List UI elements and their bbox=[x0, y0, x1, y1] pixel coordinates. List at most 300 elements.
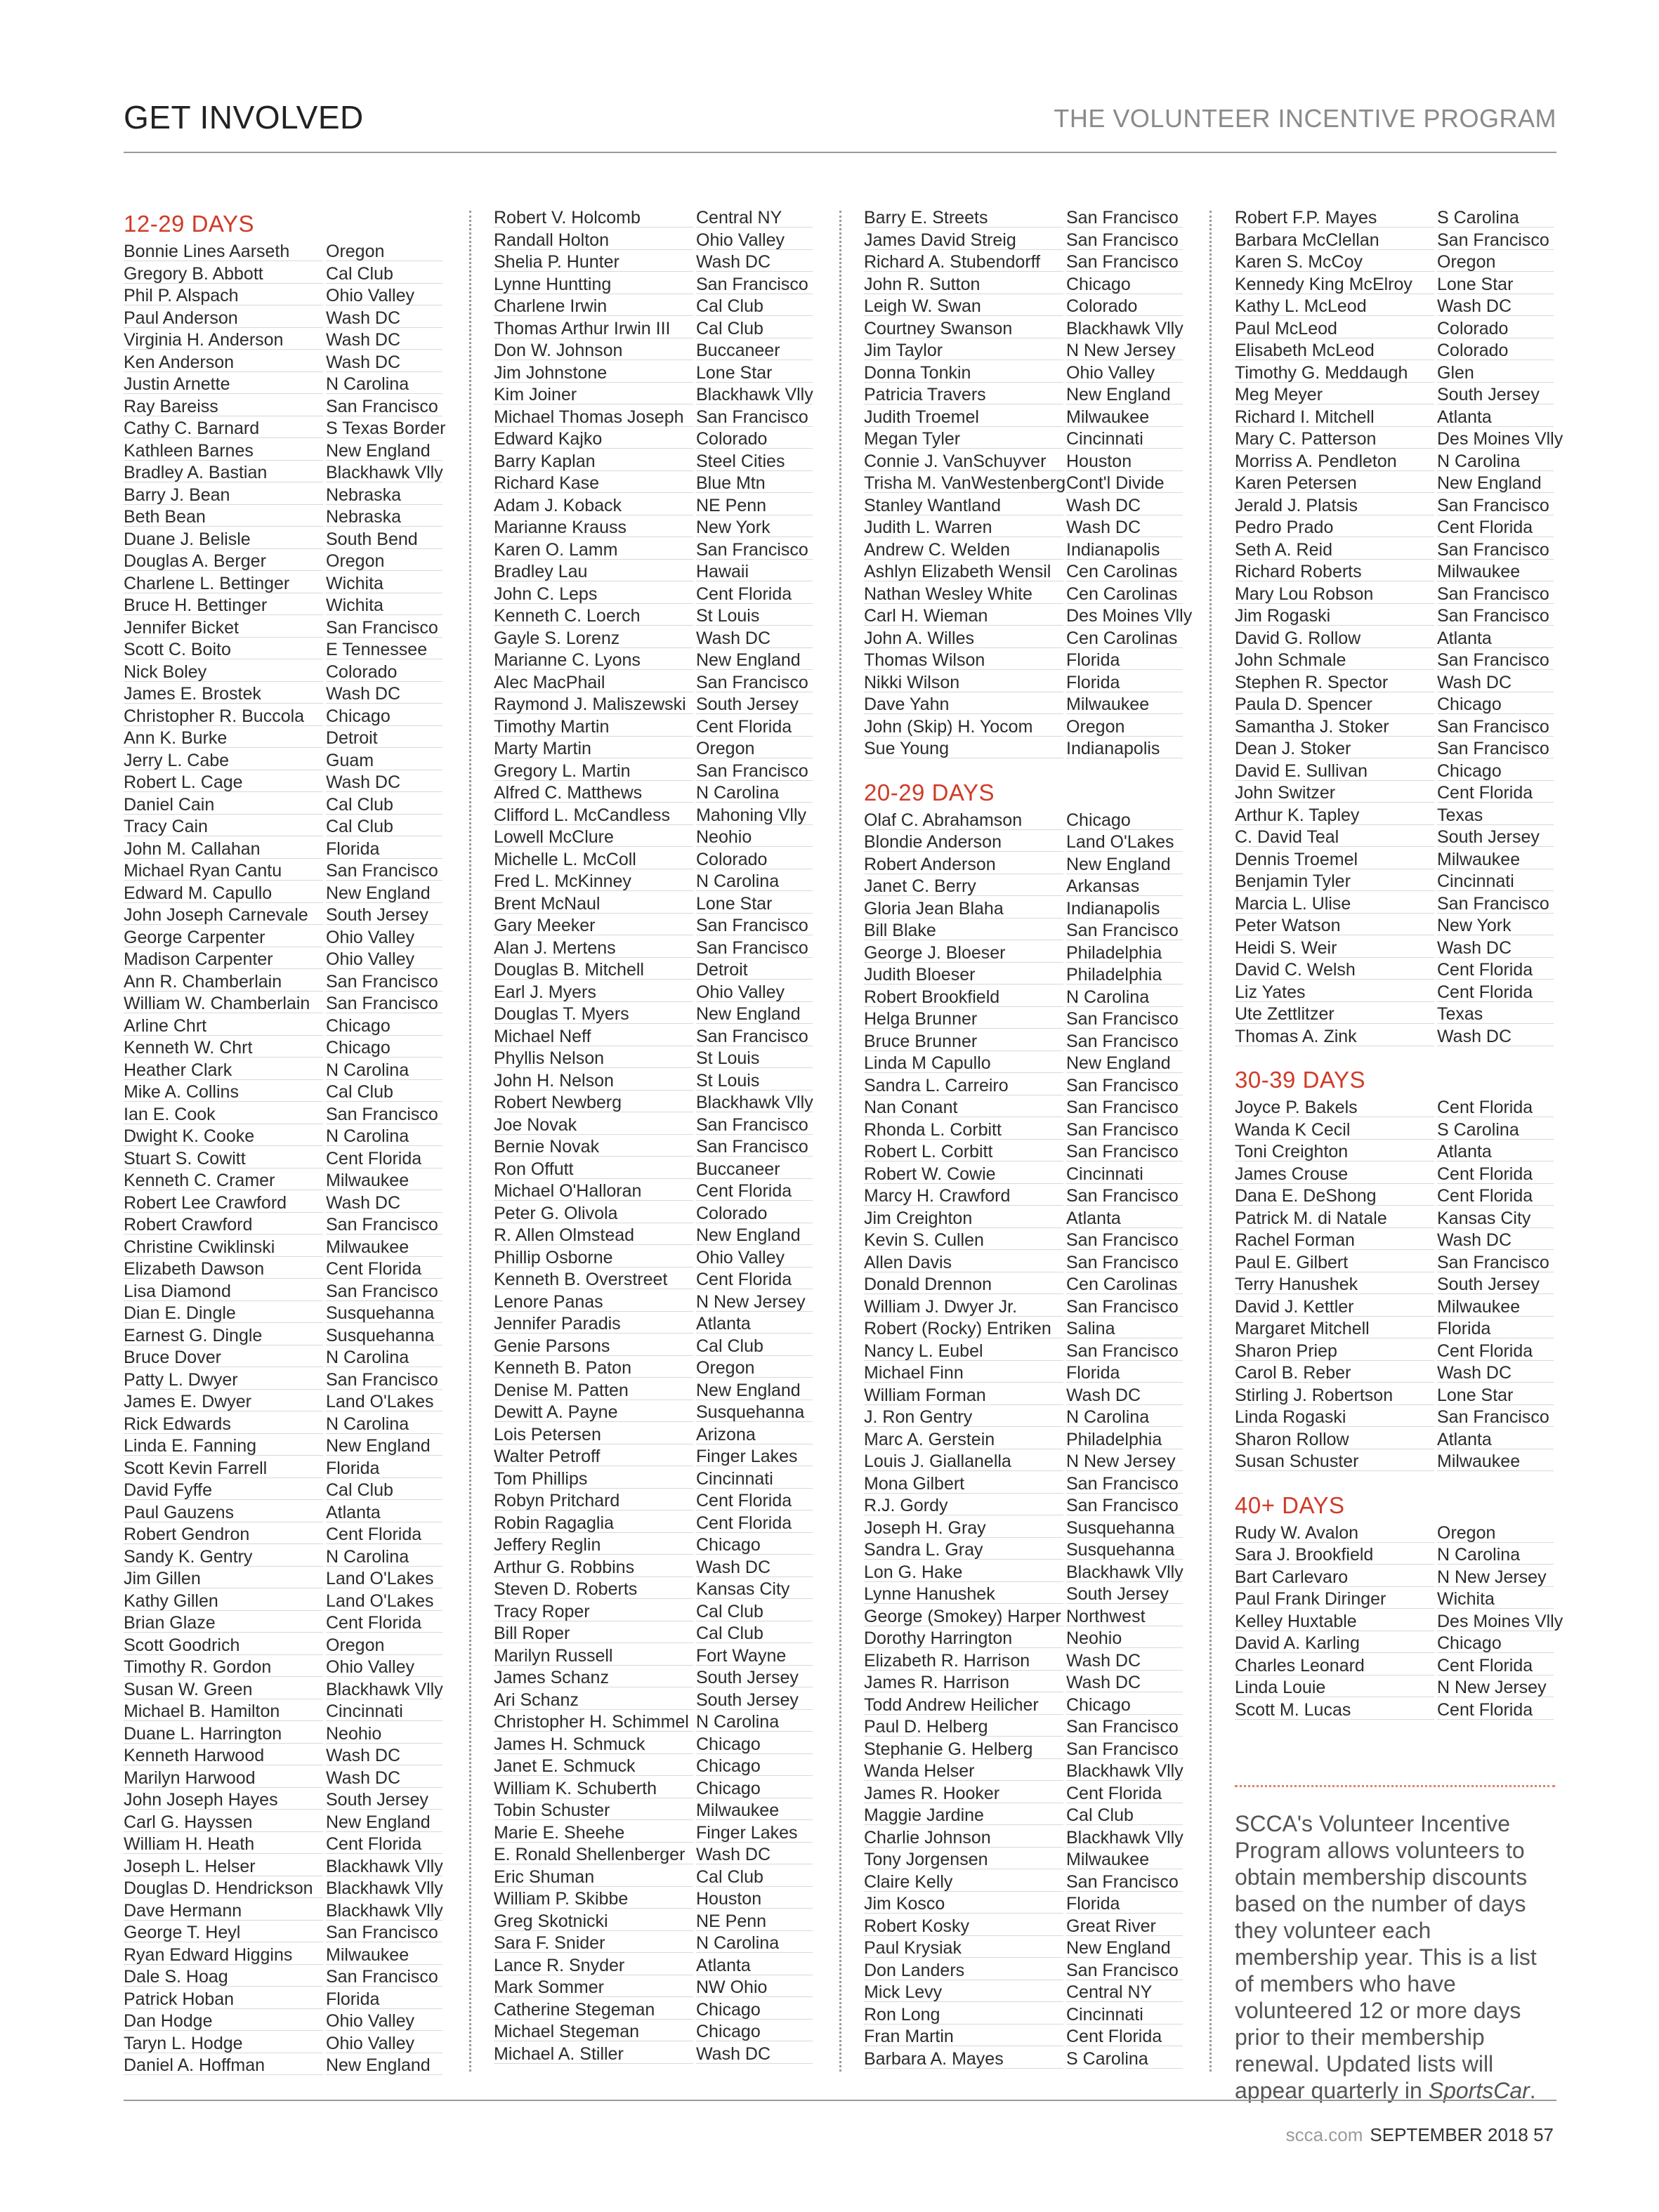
volunteer-name: Daniel A. Hoffman bbox=[124, 2055, 323, 2075]
volunteer-region: Milwaukee bbox=[326, 1170, 442, 1190]
volunteer-row bbox=[864, 1053, 1184, 1075]
volunteer-region: South Jersey bbox=[1437, 384, 1554, 404]
volunteer-name: Timothy Martin bbox=[494, 716, 693, 737]
volunteer-name: Fred L. McKinney bbox=[494, 871, 693, 891]
volunteer-row bbox=[124, 573, 444, 595]
volunteer-name: Michelle L. McColl bbox=[494, 849, 693, 869]
volunteer-region: San Francisco bbox=[326, 1104, 442, 1124]
volunteer-region: Neohio bbox=[326, 1723, 442, 1744]
volunteer-row bbox=[124, 241, 444, 263]
volunteer-row bbox=[864, 1672, 1184, 1694]
volunteer-row bbox=[864, 738, 1184, 761]
volunteer-region: Atlanta bbox=[696, 1955, 813, 1975]
volunteer-row bbox=[1235, 1141, 1555, 1164]
program-note bbox=[1235, 1810, 1558, 2104]
volunteer-region: S Carolina bbox=[1437, 1119, 1554, 1140]
volunteer-row bbox=[1235, 1385, 1555, 1407]
volunteer-row bbox=[494, 428, 814, 451]
volunteer-name: Timothy R. Gordon bbox=[124, 1657, 323, 1677]
volunteer-name: Dave Hermann bbox=[124, 1900, 323, 1921]
volunteer-row bbox=[494, 384, 814, 407]
volunteer-name: Madison Carpenter bbox=[124, 949, 323, 969]
volunteer-region: Kansas City bbox=[1437, 1208, 1554, 1228]
volunteer-region: Wichita bbox=[326, 595, 442, 615]
volunteer-name: Edward M. Capullo bbox=[124, 883, 323, 903]
volunteer-row bbox=[494, 1645, 814, 1668]
volunteer-name: Michael Finn bbox=[864, 1362, 1063, 1383]
volunteer-name: Leigh W. Swan bbox=[864, 296, 1063, 316]
volunteer-region: San Francisco bbox=[1437, 650, 1554, 670]
volunteer-region: New England bbox=[696, 1225, 813, 1245]
volunteer-name: James E. Brostek bbox=[124, 683, 323, 704]
volunteer-row bbox=[124, 374, 444, 396]
volunteer-row bbox=[494, 1225, 814, 1247]
volunteer-row bbox=[124, 440, 444, 463]
volunteer-row bbox=[1235, 716, 1555, 739]
volunteer-name: Linda M Capullo bbox=[864, 1053, 1063, 1073]
volunteer-row bbox=[864, 1982, 1184, 2004]
volunteer-region: Philadelphia bbox=[1066, 942, 1183, 963]
volunteer-region: Chicago bbox=[696, 2021, 813, 2041]
volunteer-name: Allen Davis bbox=[864, 1252, 1063, 1272]
volunteer-region: Ohio Valley bbox=[326, 927, 442, 947]
volunteer-name: Ashlyn Elizabeth Wensil bbox=[864, 561, 1063, 581]
volunteer-row bbox=[1235, 650, 1555, 672]
volunteer-row bbox=[864, 920, 1184, 942]
volunteer-region: Indianapolis bbox=[1066, 898, 1183, 919]
volunteer-row bbox=[494, 1048, 814, 1070]
volunteer-region: S Carolina bbox=[1066, 2048, 1183, 2069]
volunteer-region: Colorado bbox=[1437, 340, 1554, 360]
volunteer-name: William W. Chamberlain bbox=[124, 993, 323, 1013]
volunteer-name: Dewitt A. Payne bbox=[494, 1402, 693, 1422]
volunteer-region: San Francisco bbox=[1437, 605, 1554, 626]
volunteer-region: N New Jersey bbox=[696, 1291, 813, 1312]
volunteer-row bbox=[124, 1745, 444, 1767]
volunteer-region: Wichita bbox=[326, 573, 442, 593]
volunteer-name: Jim Rogaski bbox=[1235, 605, 1434, 626]
volunteer-region: San Francisco bbox=[1066, 1296, 1183, 1317]
column-2 bbox=[494, 207, 814, 2065]
volunteer-region: Cincinnati bbox=[1437, 871, 1554, 891]
volunteer-region: Oregon bbox=[1437, 251, 1554, 272]
volunteer-name: J. Ron Gentry bbox=[864, 1407, 1063, 1427]
volunteer-region: Oregon bbox=[326, 551, 442, 571]
volunteer-name: Robert Anderson bbox=[864, 854, 1063, 874]
volunteer-row bbox=[124, 728, 444, 750]
volunteer-region: Kansas City bbox=[696, 1579, 813, 1599]
volunteer-name: Jeffery Reglin bbox=[494, 1534, 693, 1555]
volunteer-row bbox=[494, 362, 814, 385]
volunteer-region: Steel Cities bbox=[696, 451, 813, 471]
volunteer-region: Oregon bbox=[326, 241, 442, 261]
volunteer-row bbox=[494, 495, 814, 518]
volunteer-row bbox=[494, 2043, 814, 2066]
volunteer-region: Philadelphia bbox=[1066, 964, 1183, 985]
volunteer-row bbox=[124, 506, 444, 529]
volunteer-region: Atlanta bbox=[696, 1313, 813, 1334]
volunteer-name: Robert Brookfield bbox=[864, 987, 1063, 1007]
volunteer-region: Detroit bbox=[326, 728, 442, 748]
volunteer-name: Taryn L. Hodge bbox=[124, 2033, 323, 2053]
volunteer-region: South Jersey bbox=[326, 904, 442, 925]
volunteer-region: Susquehanna bbox=[1066, 1518, 1183, 1538]
volunteer-name: Mike A. Collins bbox=[124, 1081, 323, 1102]
volunteer-name: Robert Lee Crawford bbox=[124, 1192, 323, 1213]
volunteer-name: Sharon Priep bbox=[1235, 1341, 1434, 1361]
volunteer-region: Colorado bbox=[696, 428, 813, 449]
volunteer-region: Cent Florida bbox=[1066, 1783, 1183, 1803]
volunteer-name: Thomas Arthur Irwin III bbox=[494, 318, 693, 338]
volunteer-row bbox=[1235, 1296, 1555, 1319]
volunteer-row bbox=[124, 529, 444, 551]
volunteer-name: Jennifer Bicket bbox=[124, 617, 323, 638]
volunteer-region: N Carolina bbox=[696, 1933, 813, 1953]
volunteer-row bbox=[124, 329, 444, 352]
volunteer-row bbox=[494, 1711, 814, 1734]
page-number: 57 bbox=[1533, 2124, 1554, 2145]
volunteer-row bbox=[864, 2004, 1184, 2027]
volunteer-region: Cont'l Divide bbox=[1066, 473, 1183, 493]
volunteer-name: Kennedy King McElroy bbox=[1235, 274, 1434, 294]
volunteer-row bbox=[124, 1878, 444, 1900]
volunteer-row bbox=[494, 782, 814, 805]
volunteer-name: Douglas D. Hendrickson bbox=[124, 1878, 323, 1898]
volunteer-name: Thomas A. Zink bbox=[1235, 1026, 1434, 1046]
volunteer-name: Marilyn Harwood bbox=[124, 1767, 323, 1788]
volunteer-name: Kenneth C. Loerch bbox=[494, 605, 693, 626]
volunteer-name: Tony Jorgensen bbox=[864, 1849, 1063, 1869]
volunteer-name: Jim Kosco bbox=[864, 1893, 1063, 1914]
volunteer-region: Mahoning Vlly bbox=[696, 805, 813, 825]
volunteer-name: Raymond J. Maliszewski bbox=[494, 694, 693, 714]
volunteer-row bbox=[864, 1097, 1184, 1119]
volunteer-region: Florida bbox=[1066, 1893, 1183, 1914]
volunteer-region: Colorado bbox=[326, 661, 442, 682]
volunteer-row bbox=[494, 251, 814, 274]
volunteer-region: Central NY bbox=[1066, 1982, 1183, 2002]
volunteer-name: Don W. Johnson bbox=[494, 340, 693, 360]
volunteer-region: Wash DC bbox=[1437, 1230, 1554, 1250]
volunteer-name: Judith Troemel bbox=[864, 407, 1063, 427]
volunteer-name: Robert L. Cage bbox=[124, 772, 323, 792]
volunteer-name: Kevin S. Cullen bbox=[864, 1230, 1063, 1250]
volunteer-region: South Jersey bbox=[696, 1690, 813, 1710]
volunteer-name: James R. Hooker bbox=[864, 1783, 1063, 1803]
volunteer-name: Lois Petersen bbox=[494, 1424, 693, 1444]
volunteer-name: Bruce Dover bbox=[124, 1347, 323, 1367]
volunteer-region: Indianapolis bbox=[1066, 738, 1183, 758]
volunteer-row bbox=[494, 1911, 814, 1933]
volunteer-name: Barbara McClellan bbox=[1235, 230, 1434, 250]
volunteer-name: Kathy Gillen bbox=[124, 1591, 323, 1611]
volunteer-region: Lone Star bbox=[1437, 274, 1554, 294]
volunteer-region: Detroit bbox=[696, 959, 813, 980]
volunteer-region: N New Jersey bbox=[1066, 340, 1183, 360]
volunteer-region: San Francisco bbox=[326, 1966, 442, 1987]
volunteer-region: San Francisco bbox=[1066, 1185, 1183, 1206]
volunteer-row bbox=[1235, 495, 1555, 518]
volunteer-name: Peter Watson bbox=[1235, 915, 1434, 935]
volunteer-region: Blackhawk Vlly bbox=[1066, 318, 1183, 338]
volunteer-row bbox=[494, 1601, 814, 1624]
volunteer-name: Barry Kaplan bbox=[494, 451, 693, 471]
volunteer-region: Cent Florida bbox=[326, 1612, 442, 1633]
volunteer-name: James David Streig bbox=[864, 230, 1063, 250]
volunteer-name: Shelia P. Hunter bbox=[494, 251, 693, 272]
volunteer-name: Bradley Lau bbox=[494, 561, 693, 581]
volunteer-name: Ann K. Burke bbox=[124, 728, 323, 748]
volunteer-name: Olaf C. Abrahamson bbox=[864, 810, 1063, 830]
volunteer-name: Brent McNaul bbox=[494, 893, 693, 914]
volunteer-name: Rudy W. Avalon bbox=[1235, 1522, 1434, 1543]
volunteer-name: Tom Phillips bbox=[494, 1468, 693, 1489]
volunteer-row bbox=[494, 1690, 814, 1712]
volunteer-name: Paul D. Helberg bbox=[864, 1716, 1063, 1737]
volunteer-name: John Switzer bbox=[1235, 782, 1434, 803]
volunteer-name: Michael Thomas Joseph bbox=[494, 407, 693, 427]
volunteer-row bbox=[1235, 761, 1555, 783]
volunteer-row bbox=[1235, 1407, 1555, 1429]
volunteer-name: Douglas B. Mitchell bbox=[494, 959, 693, 980]
volunteer-region: Cent Florida bbox=[696, 1180, 813, 1201]
volunteer-region: Wash DC bbox=[326, 329, 442, 350]
volunteer-region: Ohio Valley bbox=[326, 2010, 442, 2031]
volunteer-row bbox=[1235, 1185, 1555, 1208]
volunteer-region: Philadelphia bbox=[1066, 1429, 1183, 1449]
volunteer-name: John C. Leps bbox=[494, 584, 693, 604]
volunteer-row bbox=[1235, 473, 1555, 495]
volunteer-name: Denise M. Patten bbox=[494, 1380, 693, 1400]
volunteer-row bbox=[864, 1539, 1184, 1562]
volunteer-name: Marianne Krauss bbox=[494, 517, 693, 537]
volunteer-name: Barry J. Bean bbox=[124, 485, 323, 505]
column-divider bbox=[469, 211, 471, 2072]
volunteer-name: Joseph H. Gray bbox=[864, 1518, 1063, 1538]
volunteer-row bbox=[1235, 1611, 1563, 1633]
volunteer-region: New England bbox=[696, 1003, 813, 1024]
volunteer-row bbox=[494, 1800, 814, 1822]
volunteer-region: Wash DC bbox=[326, 352, 442, 372]
volunteer-region: San Francisco bbox=[1066, 207, 1183, 228]
volunteer-row bbox=[1235, 1119, 1555, 1142]
volunteer-row bbox=[494, 1402, 814, 1424]
volunteer-name: Richard A. Stubendorff bbox=[864, 251, 1063, 272]
volunteer-name: Ron Long bbox=[864, 2004, 1063, 2025]
volunteer-name: Dorothy Harrington bbox=[864, 1628, 1063, 1648]
volunteer-name: Gary Meeker bbox=[494, 915, 693, 935]
volunteer-row bbox=[1235, 849, 1555, 871]
volunteer-row bbox=[1235, 1655, 1555, 1678]
volunteer-name: Stephen R. Spector bbox=[1235, 672, 1434, 692]
volunteer-name: Jennifer Paradis bbox=[494, 1313, 693, 1334]
volunteer-row bbox=[1235, 782, 1555, 805]
volunteer-row bbox=[1235, 1677, 1555, 1699]
volunteer-row bbox=[124, 2010, 444, 2033]
volunteer-name: Ryan Edward Higgins bbox=[124, 1944, 323, 1965]
volunteer-row bbox=[124, 1281, 444, 1303]
volunteer-name: Michael Stegeman bbox=[494, 2021, 693, 2041]
volunteer-region: N Carolina bbox=[326, 1060, 442, 1080]
volunteer-region: New England bbox=[326, 883, 442, 903]
program-title: THE VOLUNTEER INCENTIVE PROGRAM bbox=[1054, 104, 1556, 133]
volunteer-region: South Bend bbox=[326, 529, 442, 549]
volunteer-region: Chicago bbox=[1066, 1694, 1183, 1715]
volunteer-region: San Francisco bbox=[1066, 1341, 1183, 1361]
volunteer-region: San Francisco bbox=[326, 1214, 442, 1235]
volunteer-row bbox=[124, 1458, 444, 1480]
volunteer-region: Texas bbox=[1437, 805, 1554, 825]
volunteer-region: Fort Wayne bbox=[696, 1645, 813, 1666]
volunteer-row bbox=[124, 904, 444, 927]
volunteer-region: Cincinnati bbox=[326, 1701, 442, 1721]
volunteer-name: Terry Hanushek bbox=[1235, 1274, 1434, 1294]
volunteer-region: Cen Carolinas bbox=[1066, 584, 1183, 604]
volunteer-row bbox=[864, 1916, 1184, 1938]
volunteer-region: Buccaneer bbox=[696, 1159, 813, 1179]
volunteer-row bbox=[124, 1037, 444, 1060]
volunteer-row bbox=[124, 263, 444, 286]
volunteer-region: Wash DC bbox=[1066, 1650, 1183, 1671]
volunteer-region: San Francisco bbox=[1066, 1739, 1183, 1759]
volunteer-row bbox=[494, 1003, 814, 1026]
volunteer-region: Wash DC bbox=[326, 1767, 442, 1788]
volunteer-region: St Louis bbox=[696, 605, 813, 626]
volunteer-name: Rachel Forman bbox=[1235, 1230, 1434, 1250]
column-1 bbox=[124, 207, 444, 2077]
volunteer-region: Blackhawk Vlly bbox=[326, 1900, 443, 1921]
volunteer-row bbox=[1235, 561, 1555, 584]
volunteer-region: S Carolina bbox=[1437, 207, 1554, 228]
volunteer-region: Oregon bbox=[326, 1635, 442, 1655]
volunteer-row bbox=[494, 1977, 814, 1999]
volunteer-row bbox=[494, 672, 814, 694]
volunteer-name: Elisabeth McLeod bbox=[1235, 340, 1434, 360]
volunteer-region: Land O'Lakes bbox=[326, 1591, 442, 1611]
volunteer-name: William Forman bbox=[864, 1385, 1063, 1405]
volunteer-region: Milwaukee bbox=[1437, 1296, 1554, 1317]
volunteer-row bbox=[494, 561, 814, 584]
volunteer-region: Cent Florida bbox=[696, 716, 813, 737]
volunteer-row bbox=[124, 1701, 444, 1723]
volunteer-name: William P. Skibbe bbox=[494, 1888, 693, 1909]
volunteer-region: Cal Club bbox=[326, 816, 442, 836]
volunteer-region: San Francisco bbox=[1066, 1119, 1183, 1140]
volunteer-row bbox=[494, 1822, 814, 1845]
volunteer-region: Cal Club bbox=[1066, 1805, 1183, 1825]
volunteer-name: Gloria Jean Blaha bbox=[864, 898, 1063, 919]
volunteer-region: Cent Florida bbox=[696, 1490, 813, 1510]
volunteer-region: San Francisco bbox=[1066, 251, 1183, 272]
volunteer-name: David E. Sullivan bbox=[1235, 761, 1434, 781]
volunteer-name: Karen Petersen bbox=[1235, 473, 1434, 493]
volunteer-region: Blackhawk Vlly bbox=[326, 463, 443, 482]
volunteer-name: Scott Kevin Farrell bbox=[124, 1458, 323, 1478]
volunteer-region: San Francisco bbox=[1066, 1075, 1183, 1095]
volunteer-row bbox=[864, 362, 1184, 385]
volunteer-region: N Carolina bbox=[326, 1414, 442, 1434]
volunteer-region: Milwaukee bbox=[696, 1800, 813, 1820]
volunteer-region: New England bbox=[326, 1435, 442, 1456]
volunteer-region: San Francisco bbox=[1066, 1473, 1183, 1494]
volunteer-name: Michael Neff bbox=[494, 1026, 693, 1046]
volunteer-name: Linda E. Fanning bbox=[124, 1435, 323, 1456]
volunteer-name: Michael Ryan Cantu bbox=[124, 860, 323, 881]
volunteer-name: Carl G. Hayssen bbox=[124, 1812, 323, 1832]
volunteer-region: Cent Florida bbox=[696, 1513, 813, 1533]
volunteer-region: Ohio Valley bbox=[696, 1247, 813, 1268]
magazine-name: SportsCar bbox=[1428, 2078, 1530, 2103]
volunteer-name: Liz Yates bbox=[1235, 982, 1434, 1002]
volunteer-name: Maggie Jardine bbox=[864, 1805, 1063, 1825]
volunteer-row bbox=[124, 706, 444, 728]
volunteer-row bbox=[864, 1760, 1184, 1783]
volunteer-name: Marcia L. Ulise bbox=[1235, 893, 1434, 914]
volunteer-row bbox=[124, 1104, 444, 1126]
volunteer-name: Scott Goodrich bbox=[124, 1635, 323, 1655]
volunteer-row bbox=[124, 1900, 444, 1923]
volunteer-row bbox=[124, 1081, 444, 1104]
volunteer-region: Wash DC bbox=[696, 251, 813, 272]
volunteer-name: Heidi S. Weir bbox=[1235, 937, 1434, 958]
volunteer-region: NE Penn bbox=[696, 495, 813, 515]
volunteer-row bbox=[124, 1944, 444, 1967]
volunteer-region: New England bbox=[326, 440, 442, 461]
volunteer-row bbox=[1235, 1164, 1555, 1186]
volunteer-region: Cal Club bbox=[696, 1336, 813, 1356]
volunteer-row bbox=[124, 1258, 444, 1281]
volunteer-region: Glen bbox=[1437, 362, 1554, 383]
volunteer-region: N Carolina bbox=[1437, 451, 1554, 471]
volunteer-region: New England bbox=[696, 1380, 813, 1400]
volunteer-row bbox=[124, 661, 444, 684]
volunteer-row bbox=[864, 1296, 1184, 1319]
volunteer-region: Oregon bbox=[1437, 1522, 1554, 1543]
volunteer-name: Christopher H. Schimmel bbox=[494, 1711, 693, 1732]
volunteer-name: Rick Edwards bbox=[124, 1414, 323, 1434]
volunteer-region: Cincinnati bbox=[696, 1468, 813, 1489]
volunteer-region: Blackhawk Vlly bbox=[326, 1878, 443, 1898]
volunteer-row bbox=[494, 738, 814, 761]
volunteer-region: Colorado bbox=[1437, 318, 1554, 338]
volunteer-row bbox=[494, 1844, 814, 1867]
volunteer-region: San Francisco bbox=[1437, 539, 1554, 560]
volunteer-region: Cent Florida bbox=[326, 1148, 442, 1168]
volunteer-row bbox=[864, 1008, 1184, 1031]
volunteer-region: Florida bbox=[326, 1458, 442, 1478]
volunteer-region: San Francisco bbox=[696, 1136, 813, 1157]
volunteer-region: Cen Carolinas bbox=[1066, 1274, 1183, 1294]
volunteer-region: San Francisco bbox=[696, 672, 813, 692]
volunteer-region: San Francisco bbox=[696, 761, 813, 781]
volunteer-name: Jim Gillen bbox=[124, 1568, 323, 1588]
volunteer-row bbox=[124, 772, 444, 794]
volunteer-row bbox=[1235, 251, 1555, 274]
volunteer-row bbox=[494, 1933, 814, 1955]
volunteer-name: Arthur K. Tapley bbox=[1235, 805, 1434, 825]
volunteer-row bbox=[494, 716, 814, 739]
volunteer-name: Patrick Hoban bbox=[124, 1989, 323, 2009]
column-divider bbox=[839, 211, 841, 2072]
volunteer-name: Rhonda L. Corbitt bbox=[864, 1119, 1063, 1140]
volunteer-row bbox=[1235, 672, 1555, 694]
volunteer-name: Linda Louie bbox=[1235, 1677, 1434, 1697]
volunteer-row bbox=[124, 1568, 444, 1591]
volunteer-row bbox=[1235, 1567, 1555, 1589]
volunteer-name: Sandra L. Carreiro bbox=[864, 1075, 1063, 1095]
volunteer-row bbox=[124, 595, 444, 617]
volunteer-row bbox=[124, 1989, 444, 2011]
